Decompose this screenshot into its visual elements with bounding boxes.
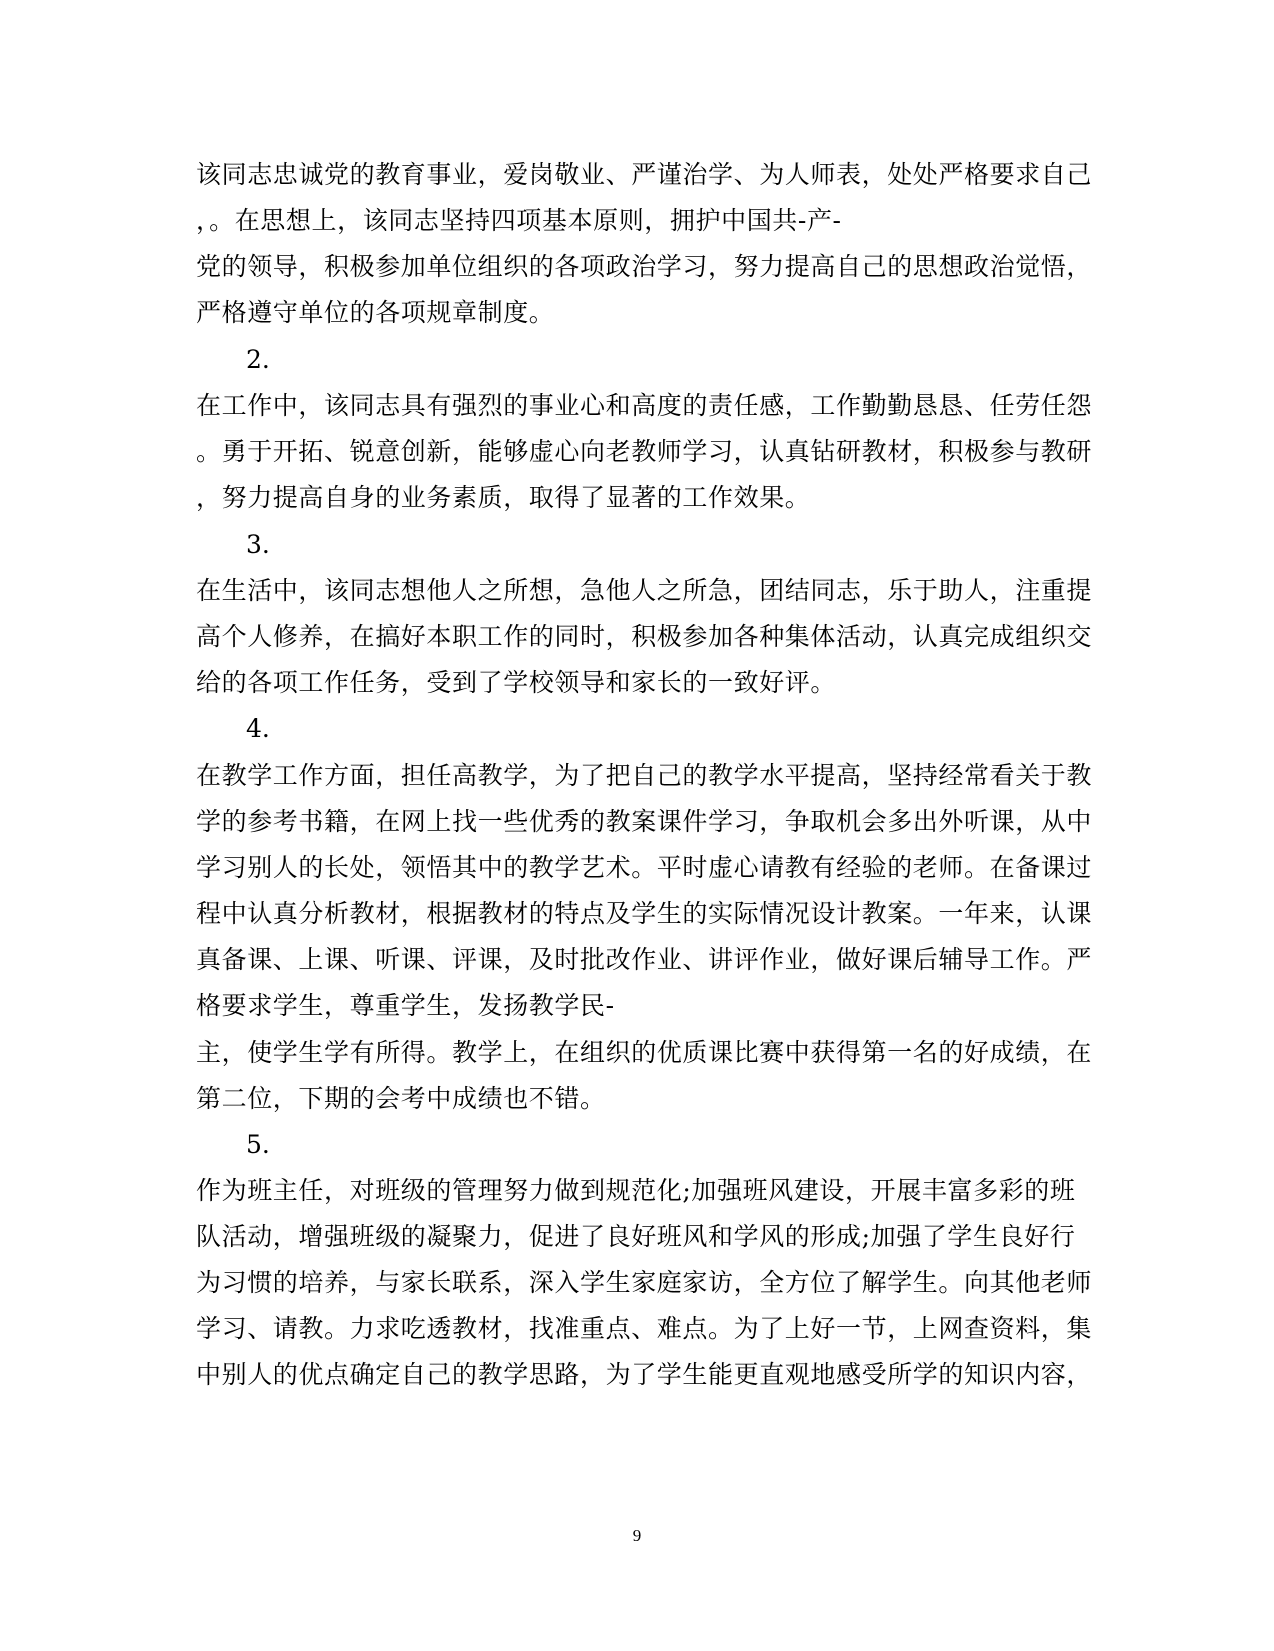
body-text-line: 主，使学生学有所得。教学上，在组织的优质课比赛中获得第一名的好成绩，在 <box>196 1038 1093 1067</box>
body-text-line: 在教学工作方面，担任高教学，为了把自己的教学水平提高，坚持经常看关于教 <box>196 761 1093 790</box>
body-text-line: 真备课、上课、听课、评课，及时批改作业、讲评作业，做好课后辅导工作。严 <box>196 945 1093 974</box>
body-text-line: 学习别人的长处，领悟其中的教学艺术。平时虚心请教有经验的老师。在备课过 <box>196 853 1093 882</box>
body-text-line: 在工作中，该同志具有强烈的事业心和高度的责任感，工作勤勤恳恳、任劳任怨 <box>196 391 1093 420</box>
body-text-line: 学的参考书籍，在网上找一些优秀的教案课件学习，争取机会多出外听课，从中 <box>196 807 1093 836</box>
item-number: 4. <box>246 714 270 743</box>
body-text-line: 队活动，增强班级的凝聚力，促进了良好班风和学风的形成;加强了学生良好行 <box>196 1222 1076 1251</box>
body-text-line: 程中认真分析教材，根据教材的特点及学生的实际情况设计教案。一年来，认课 <box>196 899 1093 928</box>
body-text-line: 格要求学生，尊重学生，发扬教学民- <box>196 991 615 1020</box>
item-number: 5. <box>246 1130 270 1159</box>
body-text-line: 中别人的优点确定自己的教学思路，为了学生能更直观地感受所学的知识内容， <box>196 1360 1093 1389</box>
body-text-line: ，努力提高自身的业务素质，取得了显著的工作效果。 <box>196 483 811 512</box>
body-text-line: 该同志忠诚党的教育事业，爱岗敬业、严谨治学、为人师表，处处严格要求自己 <box>196 160 1093 189</box>
body-text-line: 学习、请教。力求吃透教材，找准重点、难点。为了上好一节，上网查资料，集 <box>196 1314 1093 1343</box>
body-text-line: 第二位，下期的会考中成绩也不错。 <box>196 1084 606 1113</box>
body-text-line: 党的领导，积极参加单位组织的各项政治学习，努力提高自己的思想政治觉悟， <box>196 252 1093 281</box>
body-text-line: 在生活中，该同志想他人之所想，急他人之所急，团结同志，乐于助人，注重提 <box>196 576 1093 605</box>
body-text-line: ，。在思想上，该同志坚持四项基本原则，拥护中国共-产- <box>196 206 842 235</box>
body-text-line: 高个人修养，在搞好本职工作的同时，积极参加各种集体活动，认真完成组织交 <box>196 622 1093 651</box>
body-text-line: 。勇于开拓、锐意创新，能够虚心向老教师学习，认真钻研教材，积极参与教研 <box>196 437 1093 466</box>
page-number: 9 <box>632 1526 642 1545</box>
body-text-line: 给的各项工作任务，受到了学校领导和家长的一致好评。 <box>196 668 837 697</box>
item-number: 3. <box>246 530 270 559</box>
body-text-line: 作为班主任，对班级的管理努力做到规范化;加强班风建设，开展丰富多彩的班 <box>196 1176 1076 1205</box>
body-text-line: 严格遵守单位的各项规章制度。 <box>196 298 555 327</box>
body-text-line: 为习惯的培养，与家长联系，深入学生家庭家访，全方位了解学生。向其他老师 <box>196 1268 1093 1297</box>
item-number: 2. <box>246 345 270 374</box>
